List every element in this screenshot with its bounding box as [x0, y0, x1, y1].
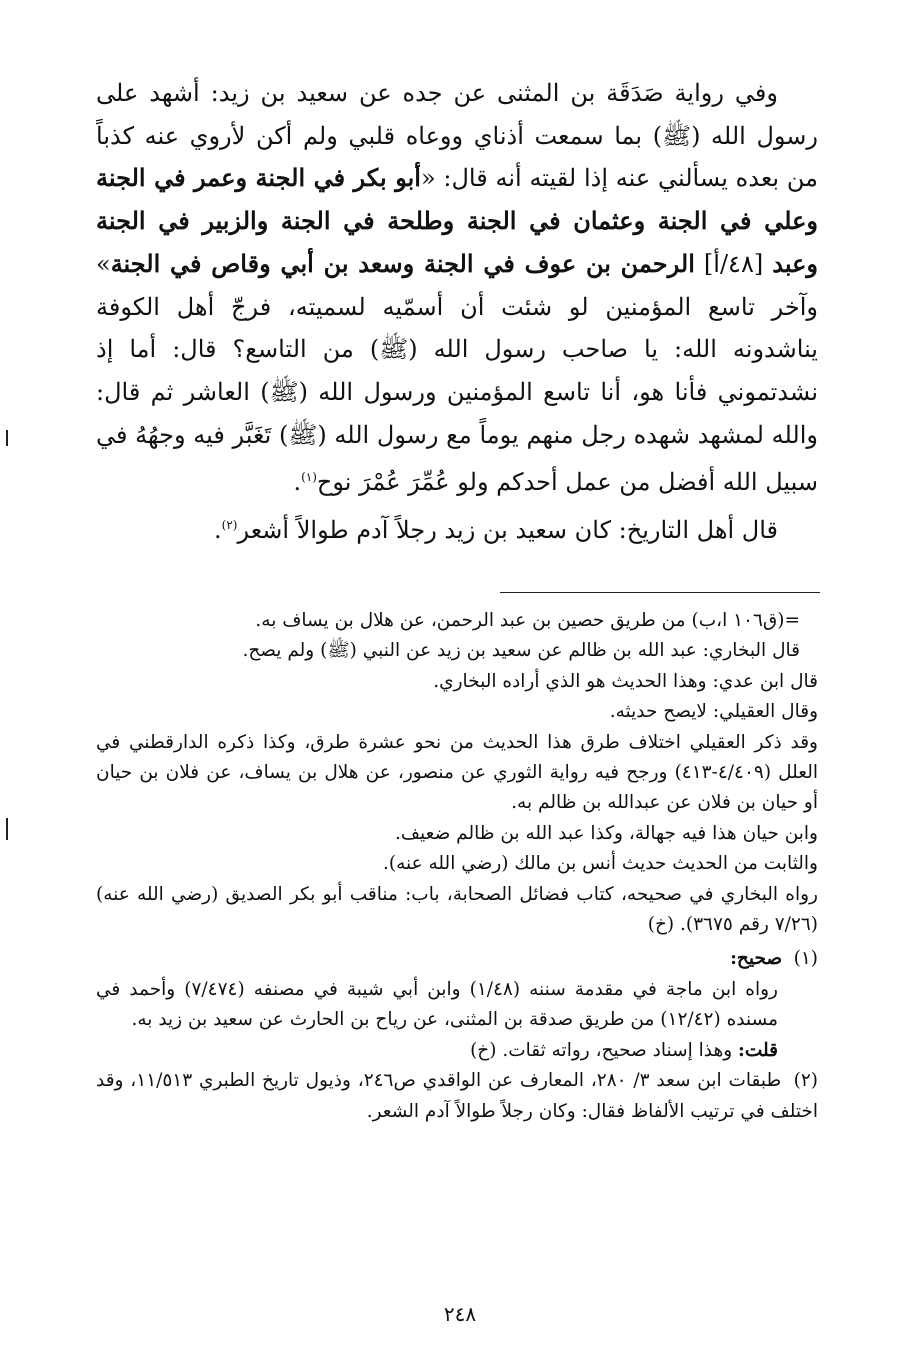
footnote-cont-line: وابن حيان هذا فيه جهالة، وكذا عبد الله بن ظالم ضعيف.: [395, 822, 818, 844]
footnote-ref-1[interactable]: (١): [301, 470, 317, 485]
footnote-cont-line: والثابت من الحديث حديث أنس بن مالك (رضي الله عنه).: [383, 853, 818, 875]
footnote-1-qult-text: وهذا إسناد صحيح، رواته ثقات. (خ): [470, 1039, 739, 1061]
history-text: قال أهل التاريخ: كان سعيد بن زيد رجلاً آدم طوالاً أشعر: [237, 516, 778, 545]
margin-mark: [6, 818, 8, 840]
footnote-cont-line: =(ق١٠٦ ا،ب) من طريق حصين بن عبد الرحمن، عن هلال بن يساف به.: [255, 610, 800, 631]
footnote-separator: [500, 592, 820, 593]
narration-continuation: » وآخر تاسع المؤمنين لو شئت أن أسمّيه لسميته، فرجّ أهل الكوفة يناشدونه الله: يا صاحب رسول الله (ﷺ) من التاسع؟ قال: أما إذ نشدتموني فأنا هو، أنا تاسع المؤمنين ورسول الله (ﷺ) العاشر ثم قال: والله لمشهد شهده رجل منهم يوماً مع رسول الله (ﷺ) تَغَبَّر فيه وجهُهُ في سبيل الله أفضل من عمل أحدكم ولو عُمِّرَ عُمْرَ نوح: [96, 249, 818, 497]
footnote-1-number: (١): [793, 948, 818, 970]
footnote-2: [96, 1066, 818, 1127]
page-number: ٢٤٨: [443, 1302, 477, 1326]
sentence-end: .: [293, 468, 302, 497]
footnote-cont-line: رواه البخاري في صحيحه، كتاب فضائل الصحابة، باب: مناقب أبو بكر الصديق (رضي الله عنه) (٧/٢٦ رقم ٣٦٧٥). (خ): [96, 883, 818, 936]
footnote-cont-line: قال البخاري: عبد الله بن ظالم عن سعيد بن زيد عن النبي (ﷺ) ولم يصح.: [242, 640, 800, 662]
narration-intro: وفي رواية صَدَقَة بن المثنى عن جده عن سعيد بن زيد: أشهد على رسول الله (ﷺ) بما سمعت أذناي ووعاه قلبي ولم أكن لأروي عنه كذباً من بعده يسألني عنه إذا لقيته أنه قال: «: [96, 79, 818, 193]
folio-marker: [٤٨/أ]: [694, 249, 773, 278]
hadith-text-part-1: أبو بكر في الجنة وعمر في الجنة وعلي في الجنة وعثمان في الجنة وطلحة في الجنة والزبير في الجنة وعبد: [96, 163, 818, 278]
history-paragraph: [96, 504, 818, 552]
main-paragraph: [96, 72, 818, 504]
footnote-2-number: (٢): [793, 1070, 818, 1092]
footnote-1-note: [96, 1036, 818, 1066]
footnote-1-head: [96, 944, 818, 974]
footnote-1-qult: قلت:: [738, 1039, 778, 1061]
footnote-ref-2[interactable]: (٢): [221, 518, 238, 533]
sentence-end: .: [214, 516, 222, 545]
hadith-text-part-2: الرحمن بن عوف في الجنة وسعد بن أبي وقاص في الجنة: [110, 248, 695, 278]
footnote-cont-line: قال ابن عدي: وهذا الحديث هو الذي أراده البخاري.: [433, 670, 818, 692]
footnote-2-text: طبقات ابن سعد ٣/ ٢٨٠، المعارف عن الواقدي ص٢٤٦، وذيول تاريخ الطبري ١١/٥١٣، وقد اختلف في ترتيب الألفاظ فقال: وكان رجلاً طوالاً آدم الشعر.: [96, 1070, 818, 1122]
margin-mark: [6, 430, 8, 446]
footnote-1-grade: صحيح:: [730, 948, 783, 970]
main-text: [96, 72, 818, 552]
footnote-cont-line: وقد ذكر العقيلي اختلاف طرق هذا الحديث من نحو عشرة طرق، وكذا ذكره الدارقطني في العلل (٤/٤٠٩-٤١٣) ورجح فيه رواية الثوري عن منصور، عن هلال بن يساف، عن فلان بن حيان أو حيان بن فلان عن عبدالله بن ظالم به.: [96, 731, 819, 814]
footnote-cont-line: وقال العقيلي: لايصح حديثه.: [609, 701, 818, 723]
footnote-1-body: رواه ابن ماجة في مقدمة سننه (١/٤٨) وابن أبي شيبة في مصنفه (٧/٤٧٤) وأحمد في مسنده (١٢/٤٢) من طريق صدقة بن المثنى، عن رياح بن الحارث عن سعيد بن زيد به.: [96, 978, 778, 1031]
footnotes: [96, 606, 818, 1127]
